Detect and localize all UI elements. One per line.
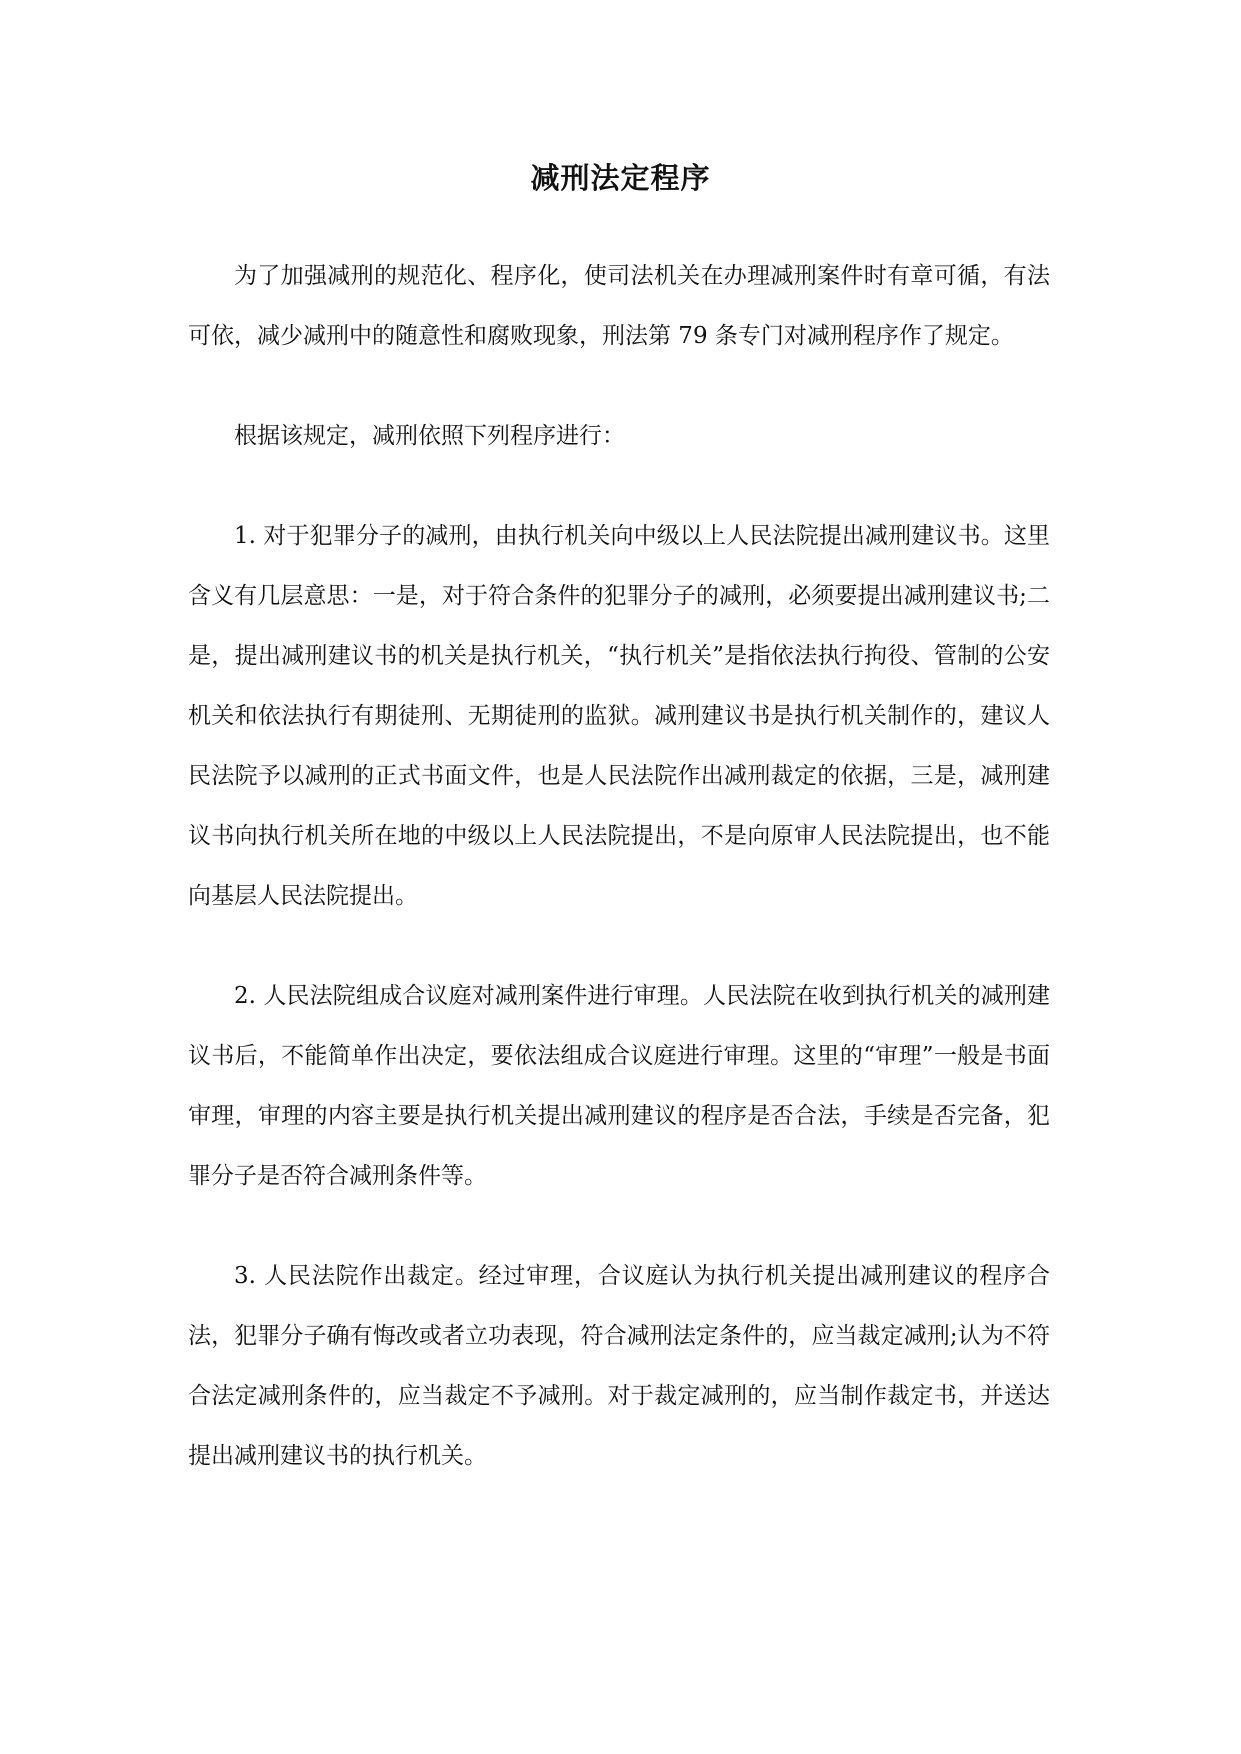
paragraph-procedure-lead: 根据该规定，减刑依照下列程序进行： [234,423,625,449]
paragraph-intro: 为了加强减刑的规范化、程序化，使司法机关在办理减刑案件时有章可循，有法可依，减少减刑中的随意性和腐败现象，刑法第 79 条专门对减刑程序作了规定。 [188,263,1050,349]
page-title: 减刑法定程序 [530,161,711,195]
paragraph-step-2: 2. 人民法院组成合议庭对减刑案件进行审理。人民法院在收到执行机关的减刑建议书后，不能简单作出决定，要依法组成合议庭进行审理。这里的“审理”一般是书面审理，审理的内容主要是执行机关提出减刑建议的程序是否合法，手续是否完备，犯罪分子是否符合减刑条件等。 [188,983,1050,1189]
paragraph-step-1: 1. 对于犯罪分子的减刑，由执行机关向中级以上人民法院提出减刑建议书。这里含义有几层意思：一是，对于符合条件的犯罪分子的减刑，必须要提出减刑建议书;二是，提出减刑建议书的机关是执行机关，“执行机关”是指依法执行拘役、管制的公安机关和依法执行有期徒刑、无期徒刑的监狱。减刑建议书是执行机关制作的，建议人民法院予以减刑的正式书面文件，也是人民法院作出减刑裁定的依据，三是，减刑建议书向执行机关所在地的中级以上人民法院提出，不是向原审人民法院提出，也不能向基层人民法院提出。 [188,523,1050,909]
document-body [188,246,1050,1526]
paragraph-step-3: 3. 人民法院作出裁定。经过审理，合议庭认为执行机关提出减刑建议的程序合法，犯罪分子确有悔改或者立功表现，符合减刑法定条件的，应当裁定减刑;认为不符合法定减刑条件的，应当裁定不予减刑。对于裁定减刑的，应当制作裁定书，并送达提出减刑建议书的执行机关。 [188,1263,1050,1469]
